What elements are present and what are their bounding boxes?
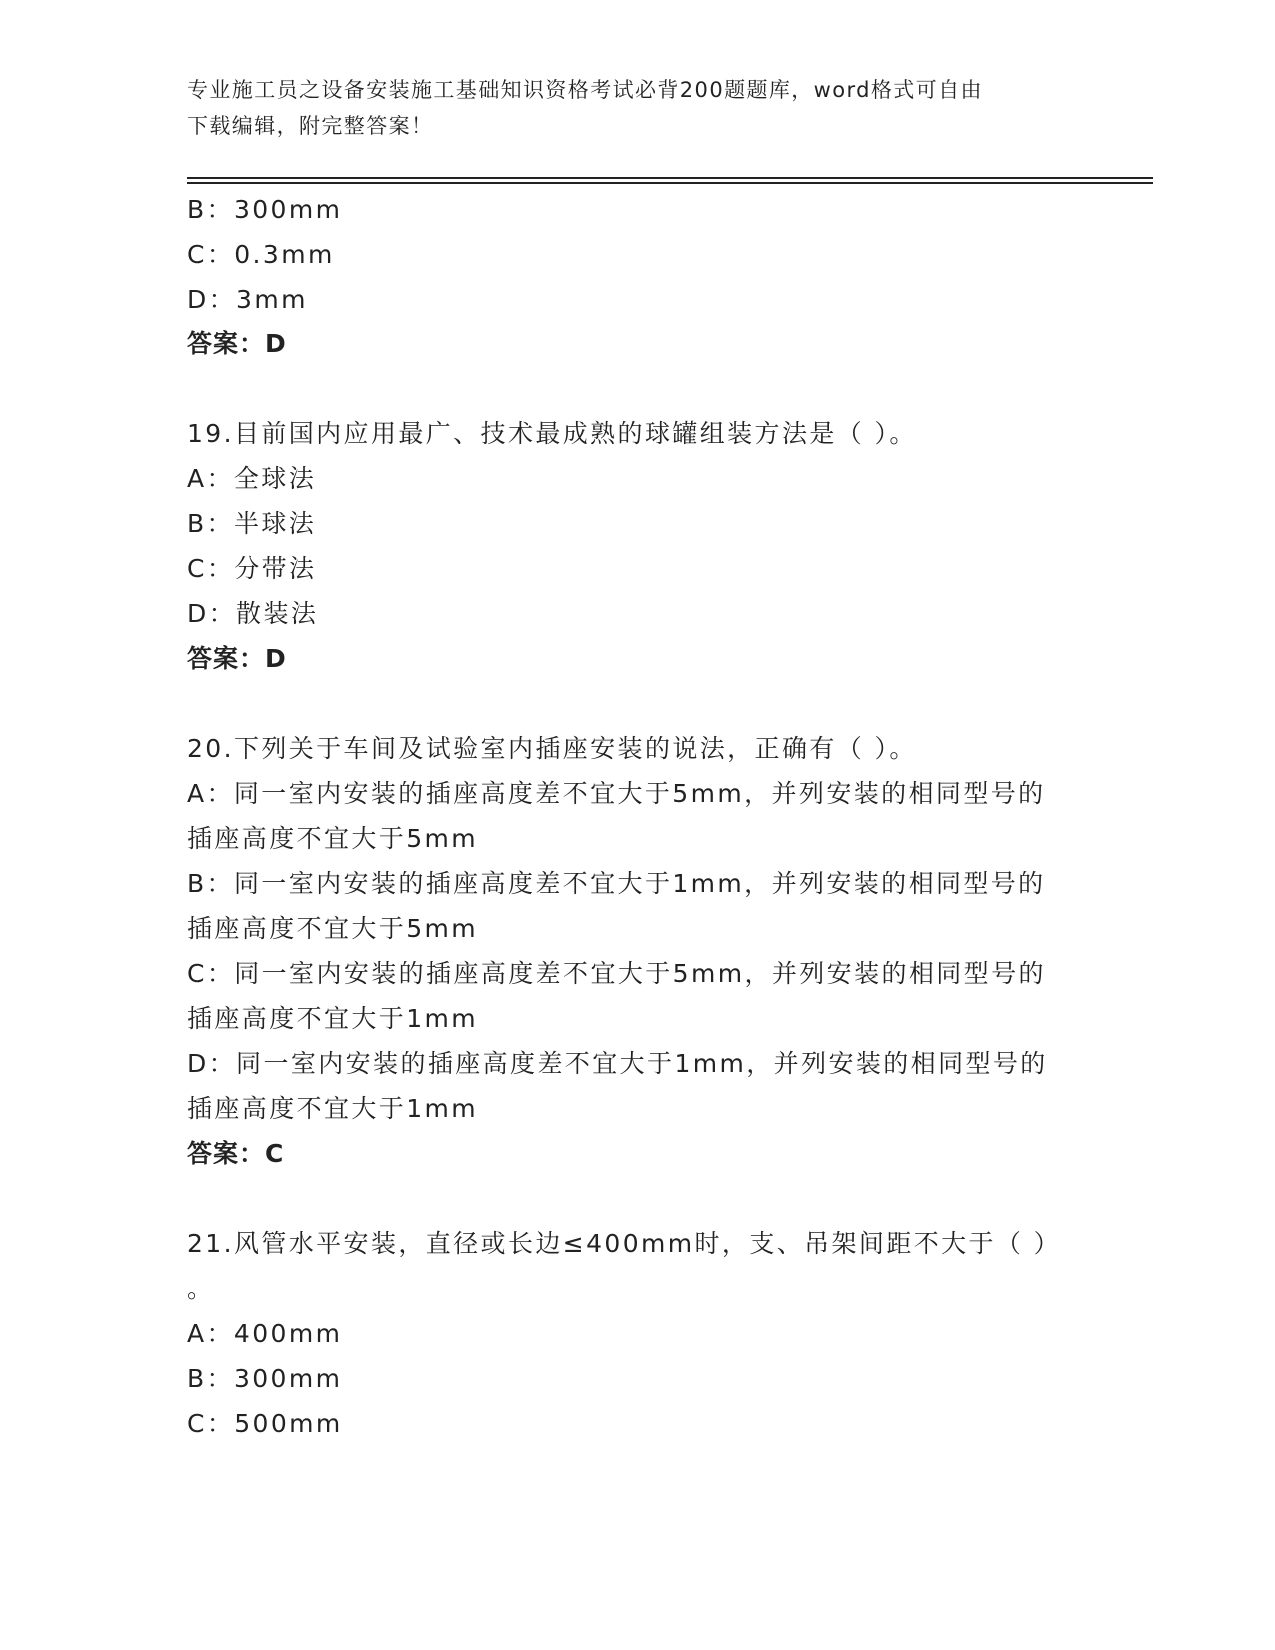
page-header (187, 72, 1067, 144)
q19-option-a: A：全球法 (187, 464, 317, 493)
q19-answer: 答案：D (187, 644, 287, 673)
q18-answer: 答案：D (187, 329, 287, 358)
q19-option-b: B：半球法 (187, 509, 317, 538)
q19-option-d: D：散装法 (187, 599, 319, 628)
q21-stem-line2: 。 (187, 1274, 215, 1303)
q20-option-c-line1: C：同一室内安装的插座高度差不宜大于5mm，并列安装的相同型号的 (187, 959, 1046, 988)
q20-option-c-line2: 插座高度不宜大于1mm (187, 1004, 479, 1033)
q18-option-b: B：300mm (187, 195, 343, 224)
q21-option-a: A：400mm (187, 1319, 343, 1348)
q21-stem-line1: 21.风管水平安装，直径或长边≤400mm时，支、吊架间距不大于（ ） (187, 1229, 1062, 1258)
q19-option-c: C：分带法 (187, 554, 317, 583)
q20-option-b-line2: 插座高度不宜大于5mm (187, 914, 479, 943)
q20-option-d-line1: D：同一室内安装的插座高度差不宜大于1mm，并列安装的相同型号的 (187, 1049, 1048, 1078)
header-line-1: 专业施工员之设备安装施工基础知识资格考试必背200题题库，word格式可自由 (187, 78, 983, 102)
q19-stem: 19.目前国内应用最广、技术最成熟的球罐组装方法是（ ）。 (187, 419, 917, 448)
q20-answer: 答案：C (187, 1139, 285, 1168)
header-divider-bottom (187, 182, 1153, 184)
q20-option-a-line2: 插座高度不宜大于5mm (187, 824, 479, 853)
q18-option-c: C：0.3mm (187, 240, 335, 269)
q21-option-b: B：300mm (187, 1364, 343, 1393)
q18-option-d: D：3mm (187, 285, 308, 314)
header-line-2: 下载编辑，附完整答案！ (187, 114, 434, 138)
q20-stem: 20.下列关于车间及试验室内插座安装的说法，正确有（ ）。 (187, 734, 917, 763)
q20-option-a-line1: A：同一室内安装的插座高度差不宜大于5mm，并列安装的相同型号的 (187, 779, 1046, 808)
q21-option-c: C：500mm (187, 1409, 343, 1438)
q20-option-d-line2: 插座高度不宜大于1mm (187, 1094, 479, 1123)
header-divider-top (187, 177, 1153, 179)
q20-option-b-line1: B：同一室内安装的插座高度差不宜大于1mm，并列安装的相同型号的 (187, 869, 1046, 898)
